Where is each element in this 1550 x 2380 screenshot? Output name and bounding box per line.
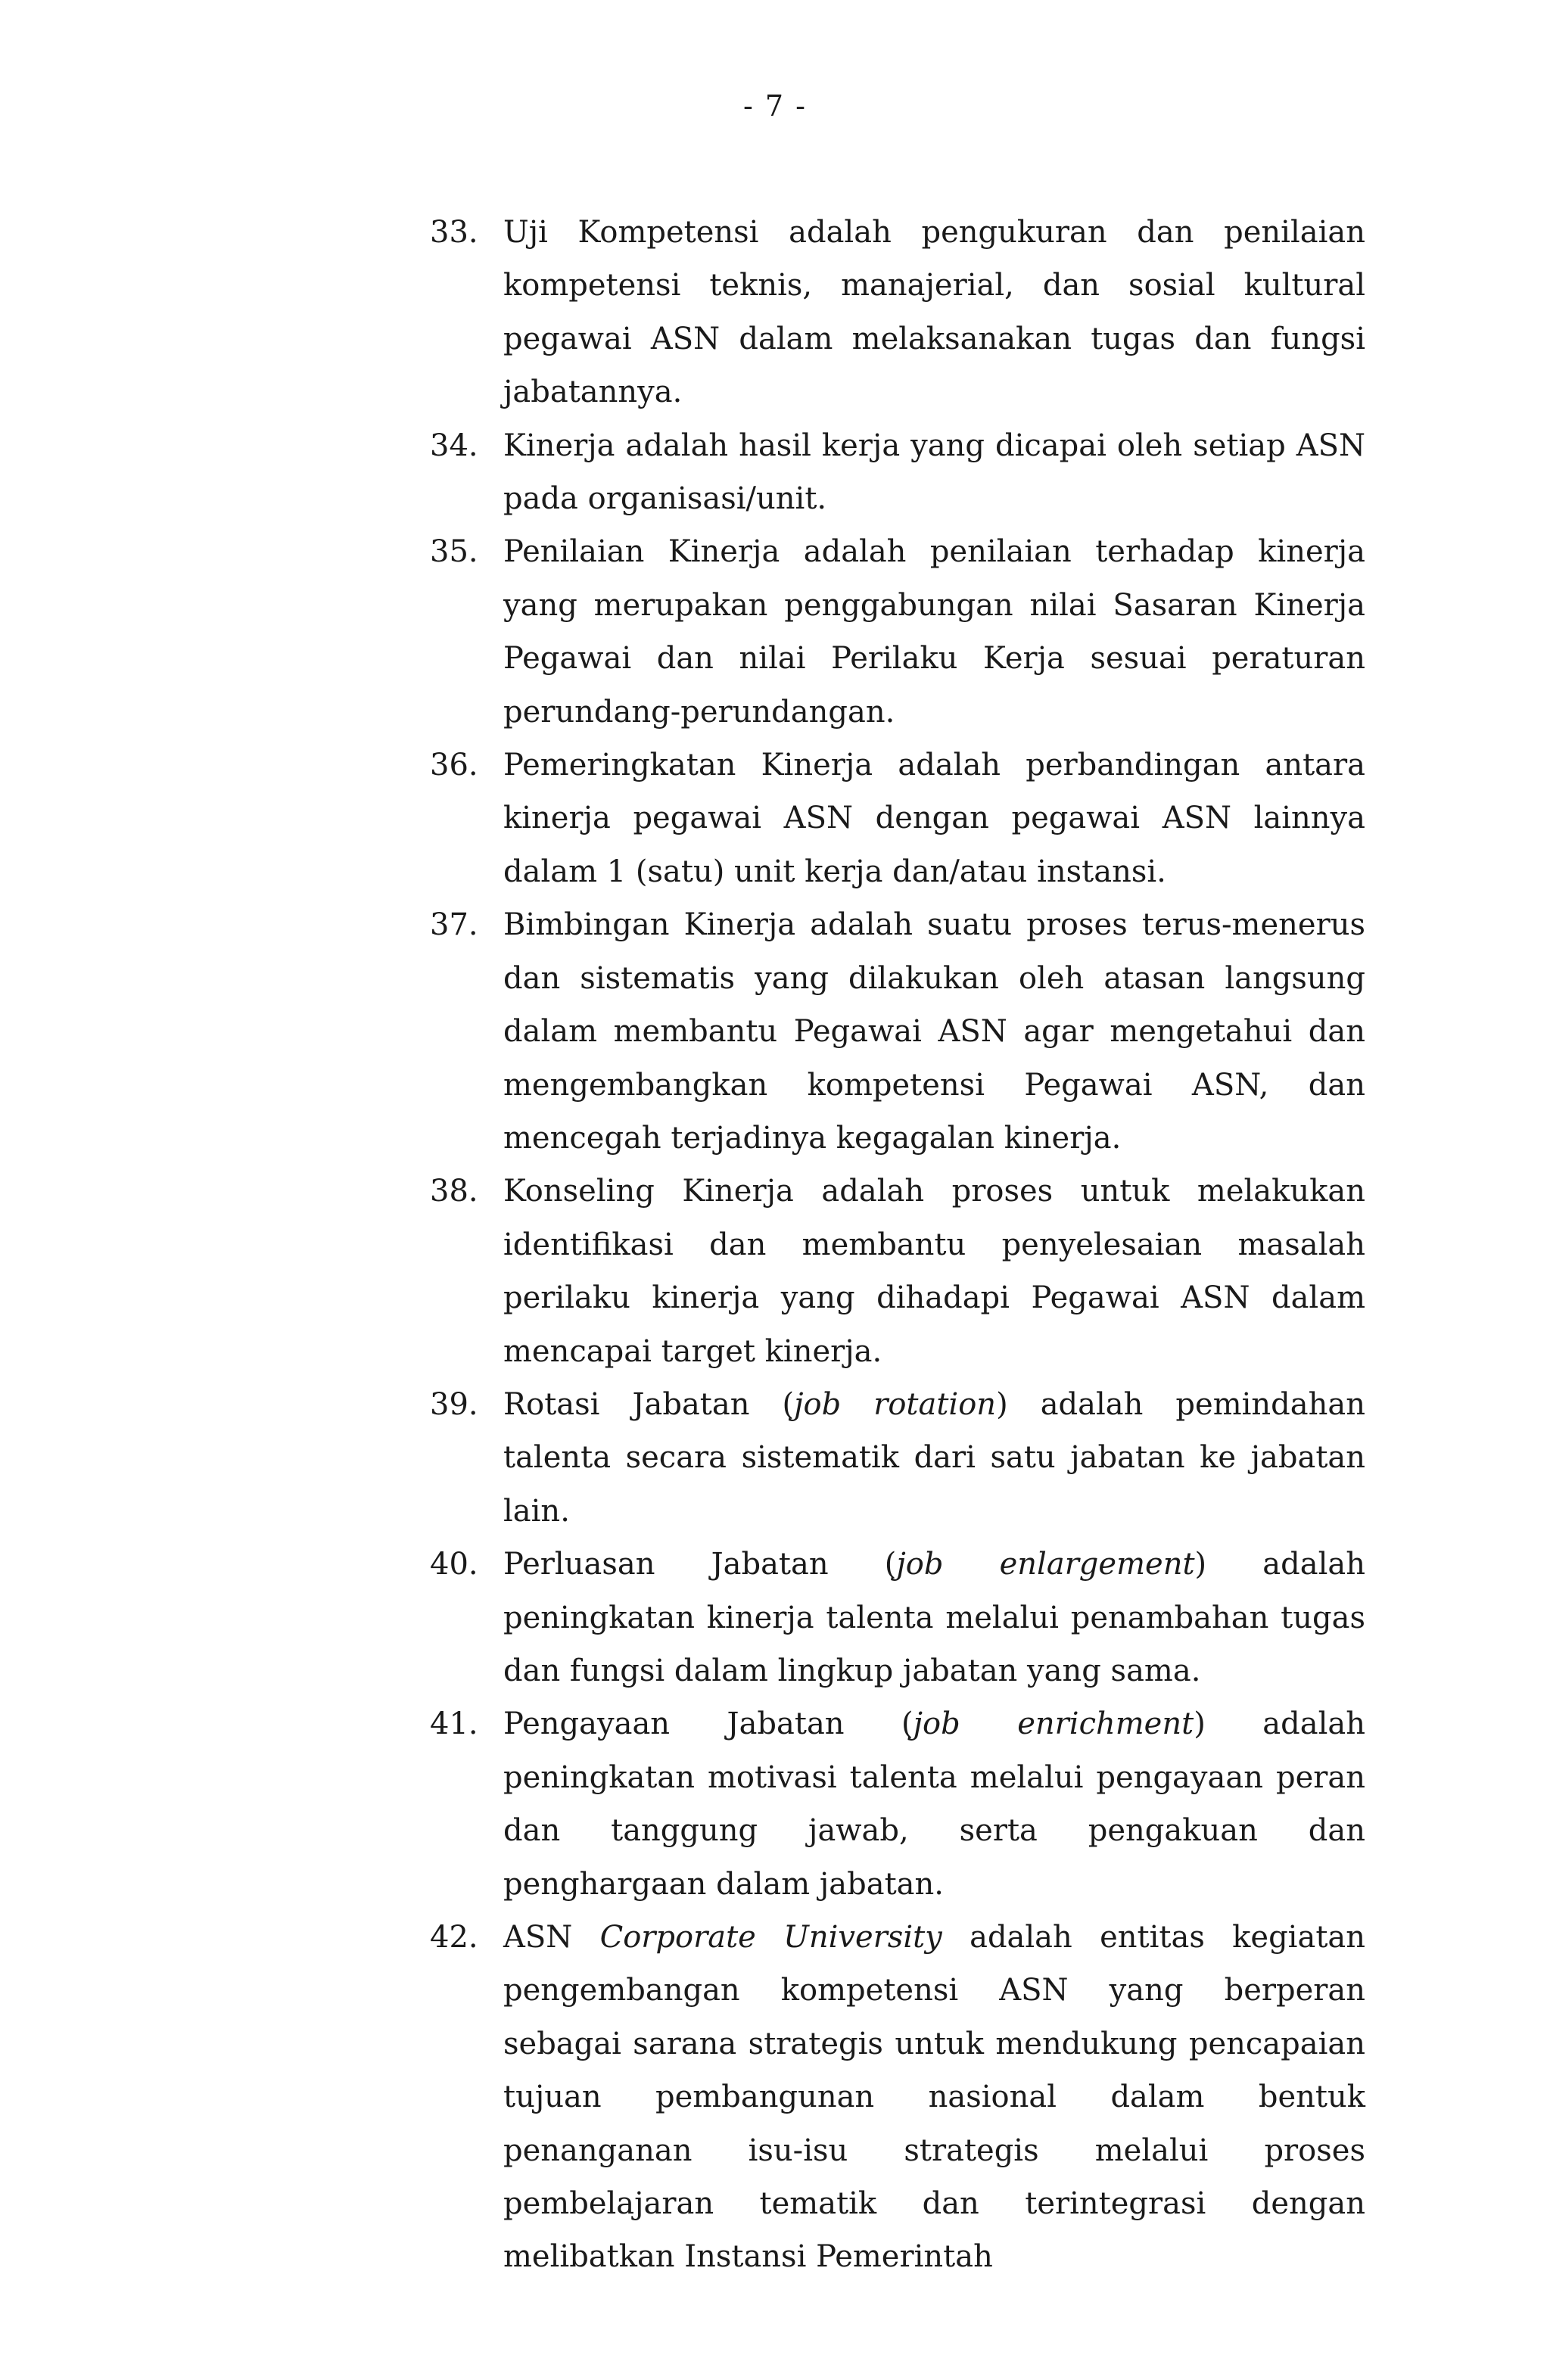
item-text: Pemeringkatan Kinerja adalah perbandingan antara kinerja pegawai ASN dengan pegawai ASN lainnya dalam 1 (satu) unit kerja dan/atau instansi. (503, 748, 1365, 889)
item-text-rest: adalah entitas kegiatan pengembangan kompetensi ASN yang berperan sebagai sarana strategis untuk mendukung pencapaian tujuan pembangunan nasional dalam bentuk penanganan isu-isu strategis melalui proses pembelajaran tematik dan terintegrasi dengan melibatkan Instansi Pemerintah (503, 1920, 1365, 2275)
item-text: Kinerja adalah hasil kerja yang dicapai oleh setiap ASN pada organisasi/unit. (503, 428, 1365, 517)
item-term-italic: job enrichment (913, 1706, 1194, 1742)
item-text-lead: ASN (503, 1920, 600, 1955)
definition-item-39 (430, 1378, 1365, 1538)
item-number: 37. (430, 907, 478, 943)
definition-item-37 (430, 898, 1365, 1165)
item-text (503, 1538, 1365, 1697)
item-number: 39. (430, 1386, 478, 1422)
item-term-italic: job rotation (794, 1386, 997, 1422)
definition-item-38 (430, 1165, 1365, 1378)
item-number: 40. (430, 1547, 478, 1582)
item-number: 35. (430, 534, 478, 570)
item-text-rest: ) adalah peningkatan kinerja talenta melalui penambahan tugas dan fungsi dalam lingkup jabatan yang sama. (503, 1547, 1365, 1688)
item-text (503, 1697, 1365, 1911)
item-text-rest: ) adalah peningkatan motivasi talenta melalui pengayaan peran dan tanggung jawab, serta pengakuan dan penghargaan dalam jabatan. (503, 1706, 1365, 1902)
definition-item-35 (430, 525, 1365, 739)
definition-item-36 (430, 739, 1365, 898)
item-text (503, 1911, 1365, 2284)
item-text-rest: ) adalah pemindahan talenta secara sistematik dari satu jabatan ke jabatan lain. (503, 1386, 1365, 1529)
item-text-lead: Perluasan Jabatan ( (503, 1547, 897, 1582)
item-number: 42. (430, 1920, 478, 1955)
definition-item-34 (430, 419, 1365, 526)
item-number: 33. (430, 215, 478, 250)
item-text-lead: Pengayaan Jabatan ( (503, 1706, 914, 1742)
definition-item-41 (430, 1697, 1365, 1911)
definition-item-42 (430, 1911, 1365, 2284)
definition-item-33 (430, 206, 1365, 419)
item-term-italic: job enlargement (896, 1547, 1195, 1582)
item-number: 34. (430, 428, 478, 463)
item-text (503, 1378, 1365, 1538)
definition-item-40 (430, 1538, 1365, 1697)
item-text: Bimbingan Kinerja adalah suatu proses terus-menerus dan sistematis yang dilakukan oleh atasan langsung dalam membantu Pegawai ASN agar mengetahui dan mengembangkan kompetensi Pegawai ASN, dan mencegah terjadinya kegagalan kinerja. (503, 907, 1365, 1156)
definition-list (430, 206, 1365, 2284)
page-number: - 7 - (742, 89, 807, 123)
item-number: 38. (430, 1174, 478, 1209)
item-number: 41. (430, 1706, 478, 1742)
item-number: 36. (430, 748, 478, 783)
item-text: Konseling Kinerja adalah proses untuk melakukan identifikasi dan membantu penyelesaian masalah perilaku kinerja yang dihadapi Pegawai ASN dalam mencapai target kinerja. (503, 1174, 1365, 1369)
item-text: Uji Kompetensi adalah pengukuran dan penilaian kompetensi teknis, manajerial, dan sosial kultural pegawai ASN dalam melaksanakan tugas dan fungsi jabatannya. (503, 215, 1365, 410)
item-text-lead: Rotasi Jabatan ( (503, 1386, 795, 1422)
item-text: Penilaian Kinerja adalah penilaian terhadap kinerja yang merupakan penggabungan nilai Sasaran Kinerja Pegawai dan nilai Perilaku Kerja sesuai peraturan perundang-perundangan. (503, 534, 1365, 730)
item-term-italic: Corporate University (599, 1920, 942, 1955)
